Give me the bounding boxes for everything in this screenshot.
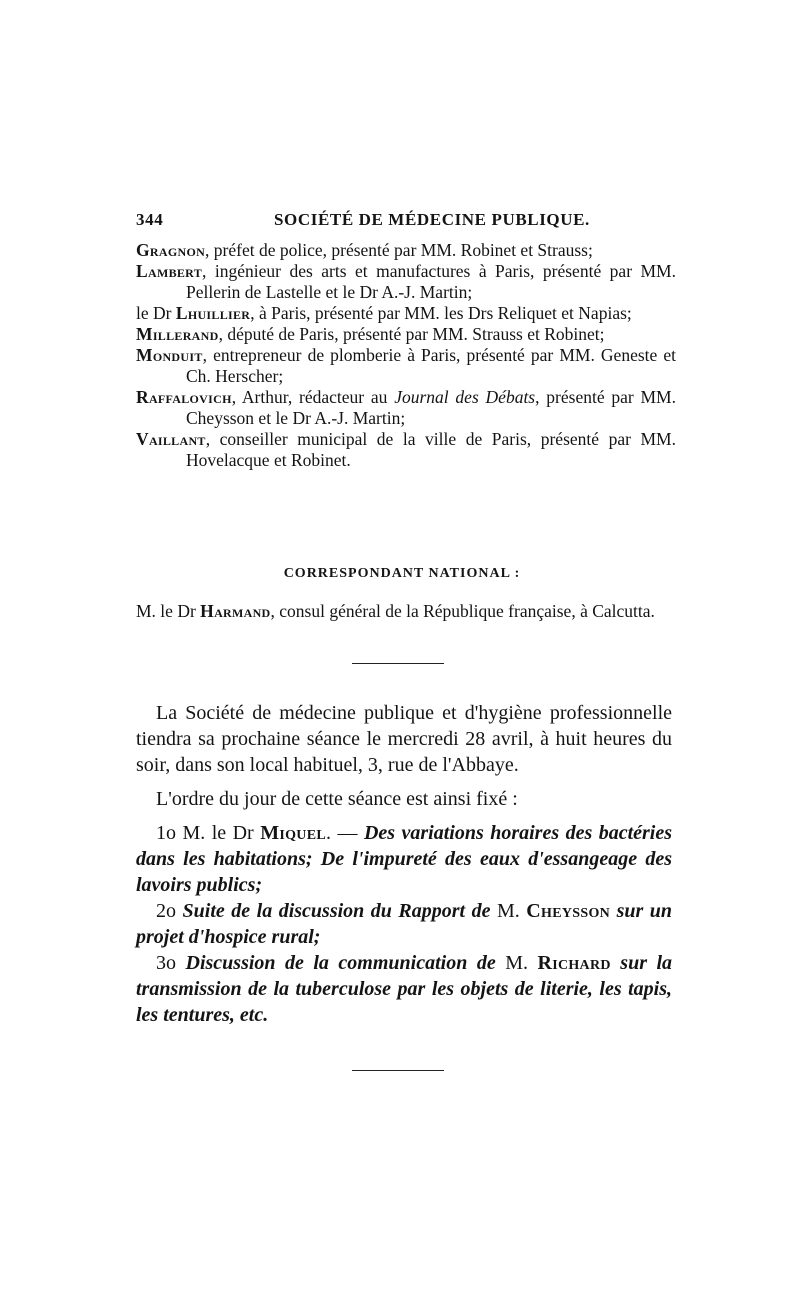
member-name: Gragnon bbox=[136, 240, 206, 260]
page-number: 344 bbox=[136, 210, 164, 229]
separator-rule bbox=[352, 663, 444, 664]
member-name: Monduit bbox=[136, 345, 203, 365]
agenda-item-1: 1o M. le Dr Miquel. — Des variations horaires des bactéries dans les habitations; De l'impureté des eaux d'essangeage des lavoirs publics; bbox=[136, 822, 673, 896]
correspondant-harmand: M. le Dr Harmand, consul général de la République française, à Calcutta. bbox=[136, 601, 655, 621]
member-entry-lambert: Lambert, ingénieur des arts et manufactures à Paris, présenté par MM. Pellerin de Lastelle et le Dr A.-J. Martin; bbox=[136, 261, 676, 302]
notice-paragraph: La Société de médecine publique et d'hygiène professionnelle tiendra sa prochaine séance le mercredi 28 avril, à huit heures du soir, dans son local habituel, 3, rue de l'Abbaye. bbox=[136, 702, 672, 776]
page-header bbox=[136, 210, 686, 234]
correspondant-entry bbox=[136, 601, 676, 622]
end-rule bbox=[352, 1070, 444, 1071]
member-entry-gragnon: Gragnon, préfet de police, présenté par MM. Robinet et Strauss; bbox=[136, 240, 593, 260]
member-name: Lhuillier bbox=[175, 303, 251, 323]
member-entry-millerand: Millerand, député de Paris, présenté par MM. Strauss et Robinet; bbox=[136, 324, 605, 344]
member-entry-lhuillier: le Dr Lhuillier, à Paris, présenté par MM. les Drs Reliquet et Napias; bbox=[136, 303, 632, 323]
member-entry-monduit: Monduit, entrepreneur de plomberie à Paris, présenté par MM. Geneste et Ch. Herscher; bbox=[136, 345, 676, 386]
member-entry-vaillant: Vaillant, conseiller municipal de la ville de Paris, présenté par MM. Hovelacque et Robinet. bbox=[136, 429, 676, 470]
agenda-item-2: 2o Suite de la discussion du Rapport de M. Cheysson sur un projet d'hospice rural; bbox=[136, 900, 673, 948]
member-name: Millerand bbox=[136, 324, 219, 344]
meeting-notice bbox=[136, 700, 672, 1028]
agenda-intro: L'ordre du jour de cette séance est ainsi fixé : bbox=[156, 788, 518, 810]
member-entry-raffalovich: Raffalovich, Arthur, rédacteur au Journal des Débats, présenté par MM. Cheysson et le Dr A.-J. Martin; bbox=[136, 387, 676, 428]
member-name: Lambert bbox=[136, 261, 203, 281]
journal-title: Journal des Débats bbox=[394, 387, 536, 407]
agenda-item-3: 3o Discussion de la communication de M. Richard sur la transmission de la tuberculose par les objets de literie, les tapis, les tentures, etc. bbox=[136, 952, 673, 1026]
running-title: SOCIÉTÉ DE MÉDECINE PUBLIQUE. bbox=[274, 210, 590, 229]
member-list bbox=[136, 240, 676, 471]
member-name: Raffalovich bbox=[136, 387, 232, 407]
member-name: Vaillant bbox=[136, 429, 206, 449]
member-name: Harmand bbox=[200, 601, 271, 621]
agenda-list bbox=[136, 820, 672, 1028]
section-heading-correspondant: CORRESPONDANT NATIONAL : bbox=[283, 566, 521, 581]
